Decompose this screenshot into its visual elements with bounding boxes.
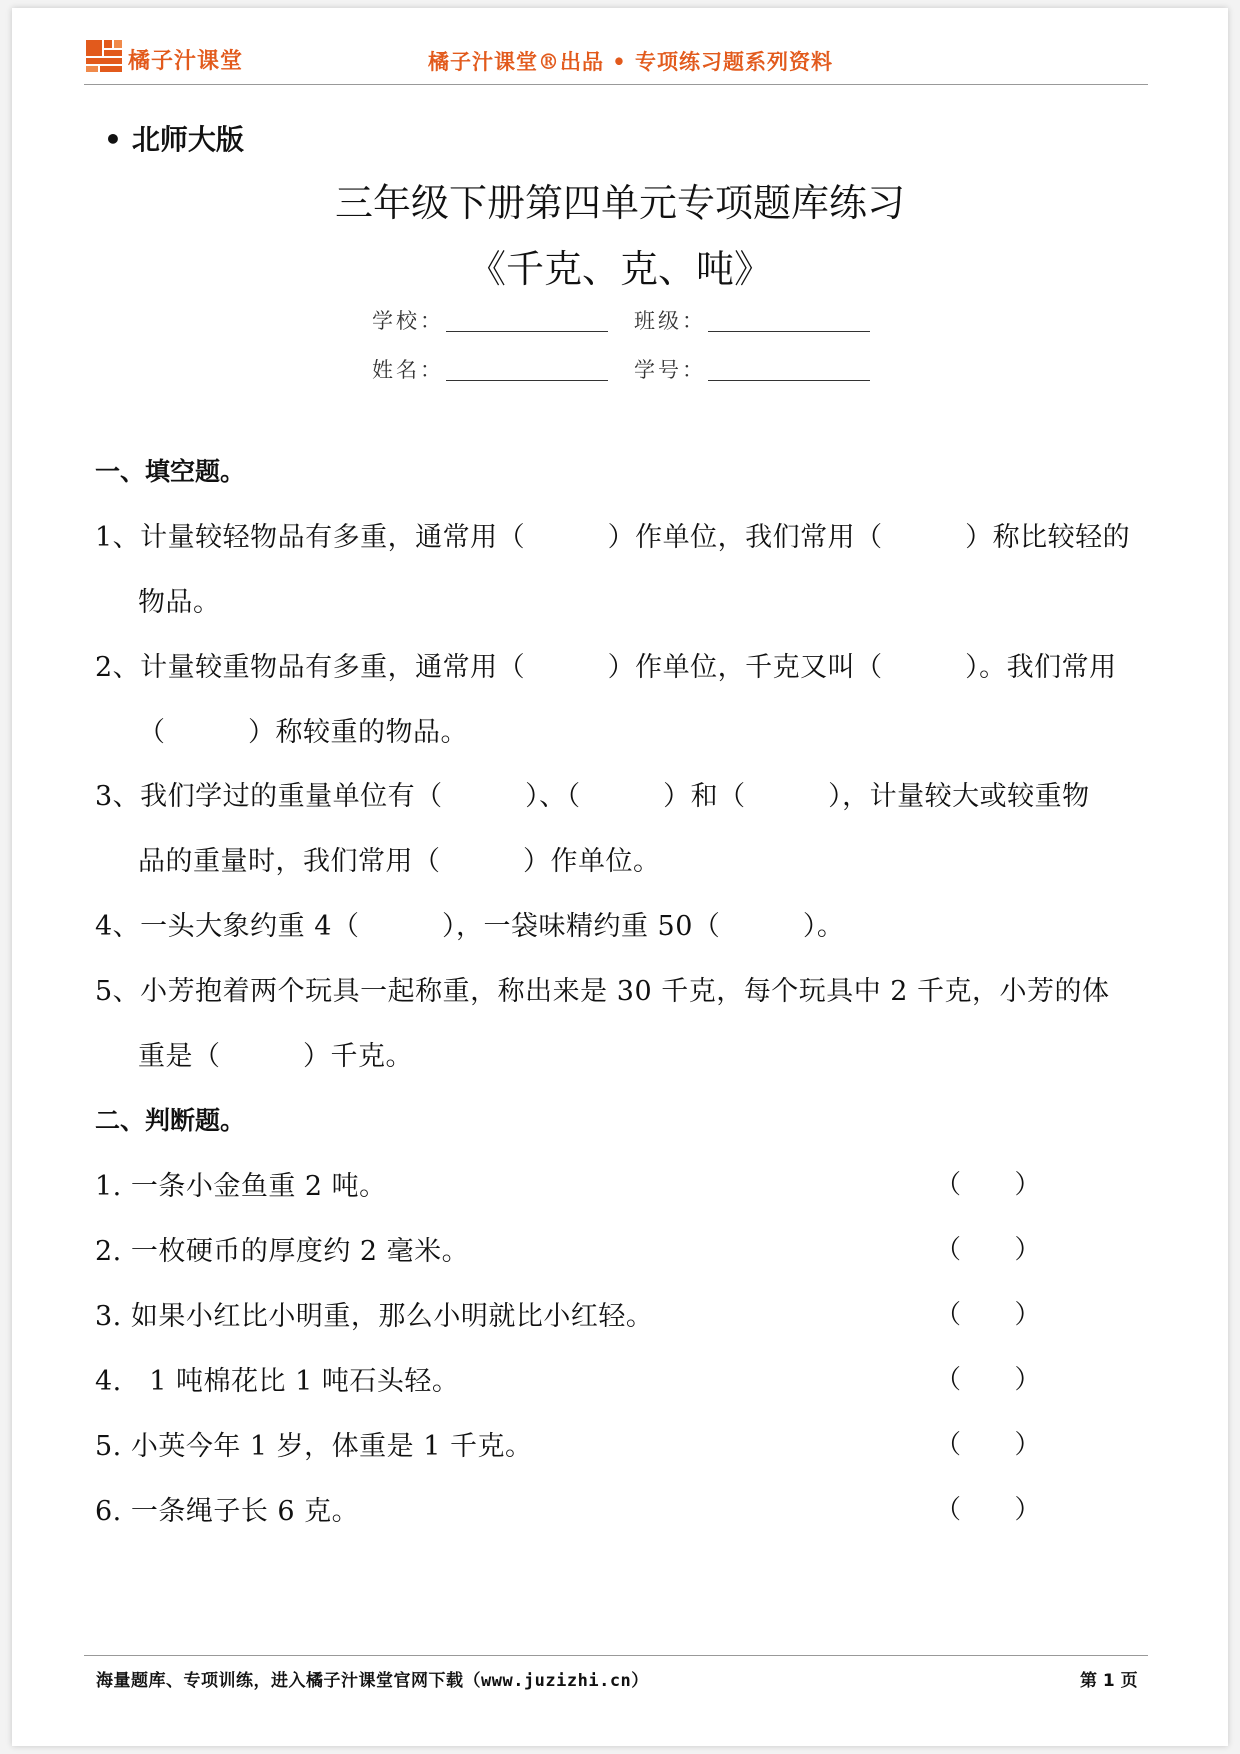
class-label: 班级： [634, 309, 706, 333]
judge-question-6: 6. 一条绳子长 6 克。 [95, 1496, 360, 1527]
school-blank[interactable] [446, 331, 608, 332]
school-label: 学校： [372, 309, 444, 333]
fill-question-5-line1: 5、小芳抱着两个玩具一起称重，称出来是 30 千克，每个玩具中 2 千克，小芳的体 [95, 976, 1110, 1007]
number-label: 学号： [634, 358, 706, 382]
page-number: 第 1 页 [1080, 1671, 1138, 1691]
edition-bullet: • [104, 123, 122, 156]
edition-text: 北师大版 [131, 123, 244, 156]
page-title: 三年级下册第四单元专项题库练习 [334, 181, 905, 225]
judge-answer-blank-1[interactable]: （ ） [935, 1170, 1042, 1200]
number-blank[interactable] [708, 380, 870, 381]
section-fill-in-heading: 一、填空题。 [95, 457, 246, 486]
brand-name: 橘子汁课堂 [128, 49, 244, 74]
header-title: 橘子汁课堂®出品 • 专项练习题系列资料 [428, 49, 834, 74]
fill-question-2-line1: 2、计量较重物品有多重，通常用（ ）作单位，千克又叫（ ）。我们常用 [95, 652, 1117, 683]
fill-question-3-line1: 3、我们学过的重量单位有（ ）、（ ）和（ ），计量较大或较重物 [95, 781, 1090, 812]
name-blank[interactable] [446, 380, 608, 381]
fill-question-1-line2: 物品。 [138, 587, 221, 618]
judge-answer-blank-2[interactable]: （ ） [935, 1235, 1042, 1265]
fill-question-2-line2: （ ）称较重的物品。 [138, 717, 468, 748]
page-subtitle: 《千克、克、吨》 [467, 247, 772, 291]
name-label: 姓名： [372, 358, 444, 382]
header-divider [84, 84, 1148, 85]
judge-answer-blank-3[interactable]: （ ） [935, 1300, 1042, 1330]
edition-label [104, 118, 244, 158]
judge-question-1: 1. 一条小金鱼重 2 吨。 [95, 1171, 387, 1202]
section-true-false-heading: 二、判断题。 [95, 1106, 246, 1135]
judge-answer-blank-6[interactable]: （ ） [935, 1495, 1042, 1525]
judge-question-5: 5. 小英今年 1 岁，体重是 1 千克。 [95, 1431, 533, 1462]
judge-question-3: 3. 如果小红比小明重，那么小明就比小红轻。 [95, 1301, 654, 1332]
footer-divider [84, 1655, 1148, 1656]
fill-question-5-line2: 重是（ ）千克。 [138, 1041, 413, 1072]
judge-question-2: 2. 一枚硬币的厚度约 2 毫米。 [95, 1236, 470, 1267]
brand-logo-icon [84, 36, 124, 76]
fill-question-1-line1: 1、计量较轻物品有多重，通常用（ ）作单位，我们常用（ ）称比较轻的 [95, 522, 1131, 553]
fill-question-3-line2: 品的重量时，我们常用（ ）作单位。 [138, 846, 661, 877]
judge-question-4: 4. 1 吨棉花比 1 吨石头轻。 [95, 1366, 460, 1397]
fill-question-4-line1: 4、一头大象约重 4（ ），一袋味精约重 50（ ）。 [95, 911, 845, 942]
class-blank[interactable] [708, 331, 870, 332]
judge-answer-blank-5[interactable]: （ ） [935, 1430, 1042, 1460]
footer-download-note: 海量题库、专项训练，进入橘子汁课堂官网下载（www.juzizhi.cn） [96, 1671, 649, 1691]
judge-answer-blank-4[interactable]: （ ） [935, 1365, 1042, 1395]
